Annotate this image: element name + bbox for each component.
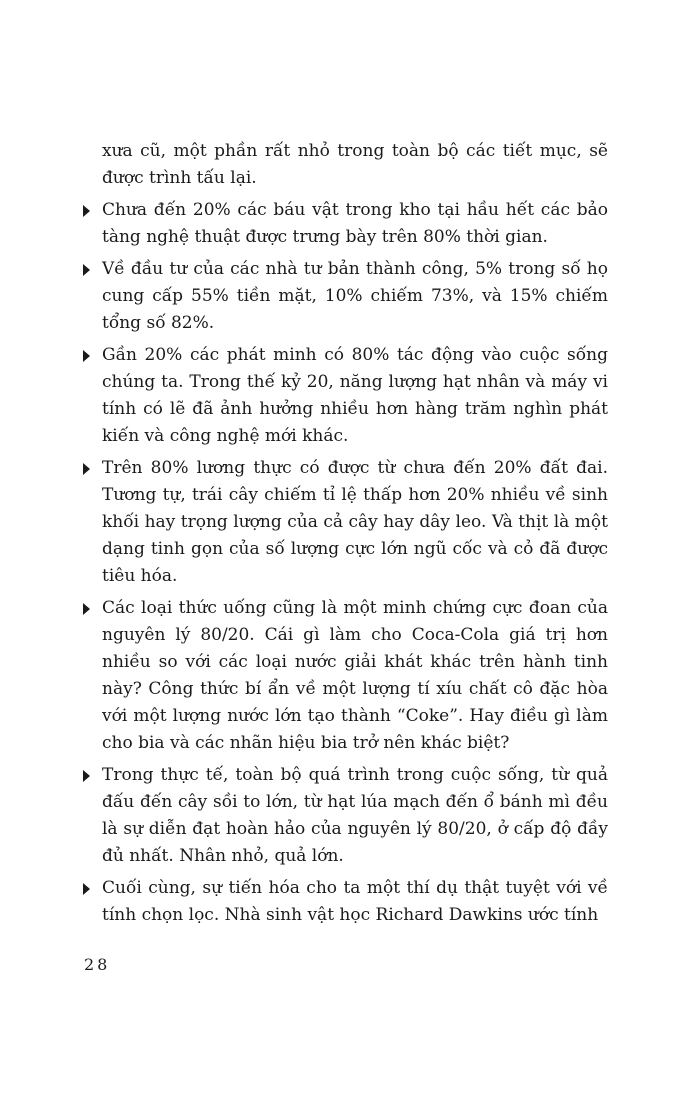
bullet-arrow-icon [83,264,90,276]
continuation-paragraph: xưa cũ, một phần rất nhỏ trong toàn bộ các tiết mục, sẽ được trình tấu lại. [102,141,608,188]
bullet-text: Trên 80% lương thực có được từ chưa đến 20% đất đai. Tương tự, trái cây chiếm tỉ lệ thấp hơn 20% nhiều về sinh khối hay trọng lượng của cả cây hay dây leo. Và thịt là một dạng tinh gọn của số lượng cực lớn ngũ cốc và cỏ đã được tiêu hóa. [102,458,608,586]
bullet-text: Trong thực tế, toàn bộ quá trình trong cuộc sống, từ quả đấu đến cây sồi to lớn, từ hạt lúa mạch đến ổ bánh mì đều là sự diễn đạt hoàn hảo của nguyên lý 80/20, ở cấp độ đầy đủ nhất. Nhân nhỏ, quả lớn. [102,765,608,866]
bullet-arrow-icon [83,883,90,895]
bullet-item [102,256,608,337]
bullet-text: Chưa đến 20% các báu vật trong kho tại hầu hết các bảo tàng nghệ thuật được trưng bày trên 80% thời gian. [102,200,608,247]
bullet-arrow-icon [83,463,90,475]
bullet-item [102,762,608,870]
bullet-item [102,342,608,450]
bullet-item [102,455,608,590]
bullet-text: Về đầu tư của các nhà tư bản thành công, 5% trong số họ cung cấp 55% tiền mặt, 10% chiếm 73%, và 15% chiếm tổng số 82%. [102,259,608,333]
bullet-arrow-icon [83,603,90,615]
body-text [102,138,608,934]
bullet-text: Cuối cùng, sự tiến hóa cho ta một thí dụ thật tuyệt với về tính chọn lọc. Nhà sinh vật học Richard Dawkins ước tính [102,878,608,925]
bullet-arrow-icon [83,770,90,782]
bullet-text: Gần 20% các phát minh có 80% tác động vào cuộc sống chúng ta. Trong thế kỷ 20, năng lượng hạt nhân và máy vi tính có lẽ đã ảnh hưởng nhiều hơn hàng trăm nghìn phát kiến và công nghệ mới khác. [102,345,608,446]
bullet-item [102,875,608,929]
bullet-arrow-icon [83,205,90,217]
bullet-item [102,595,608,757]
page-number: 28 [84,955,111,974]
bullet-item [102,197,608,251]
bullet-text: Các loại thức uống cũng là một minh chứng cực đoan của nguyên lý 80/20. Cái gì làm cho Coca-Cola giá trị hơn nhiều so với các loại nước giải khát khác trên hành tinh này? Công thức bí ẩn về một lượng tí xíu chất cô đặc hòa với một lượng nước lớn tạo thành “Coke”. Hay điều gì làm cho bia và các nhãn hiệu bia trở nên khác biệt? [102,598,608,753]
bullet-arrow-icon [83,350,90,362]
